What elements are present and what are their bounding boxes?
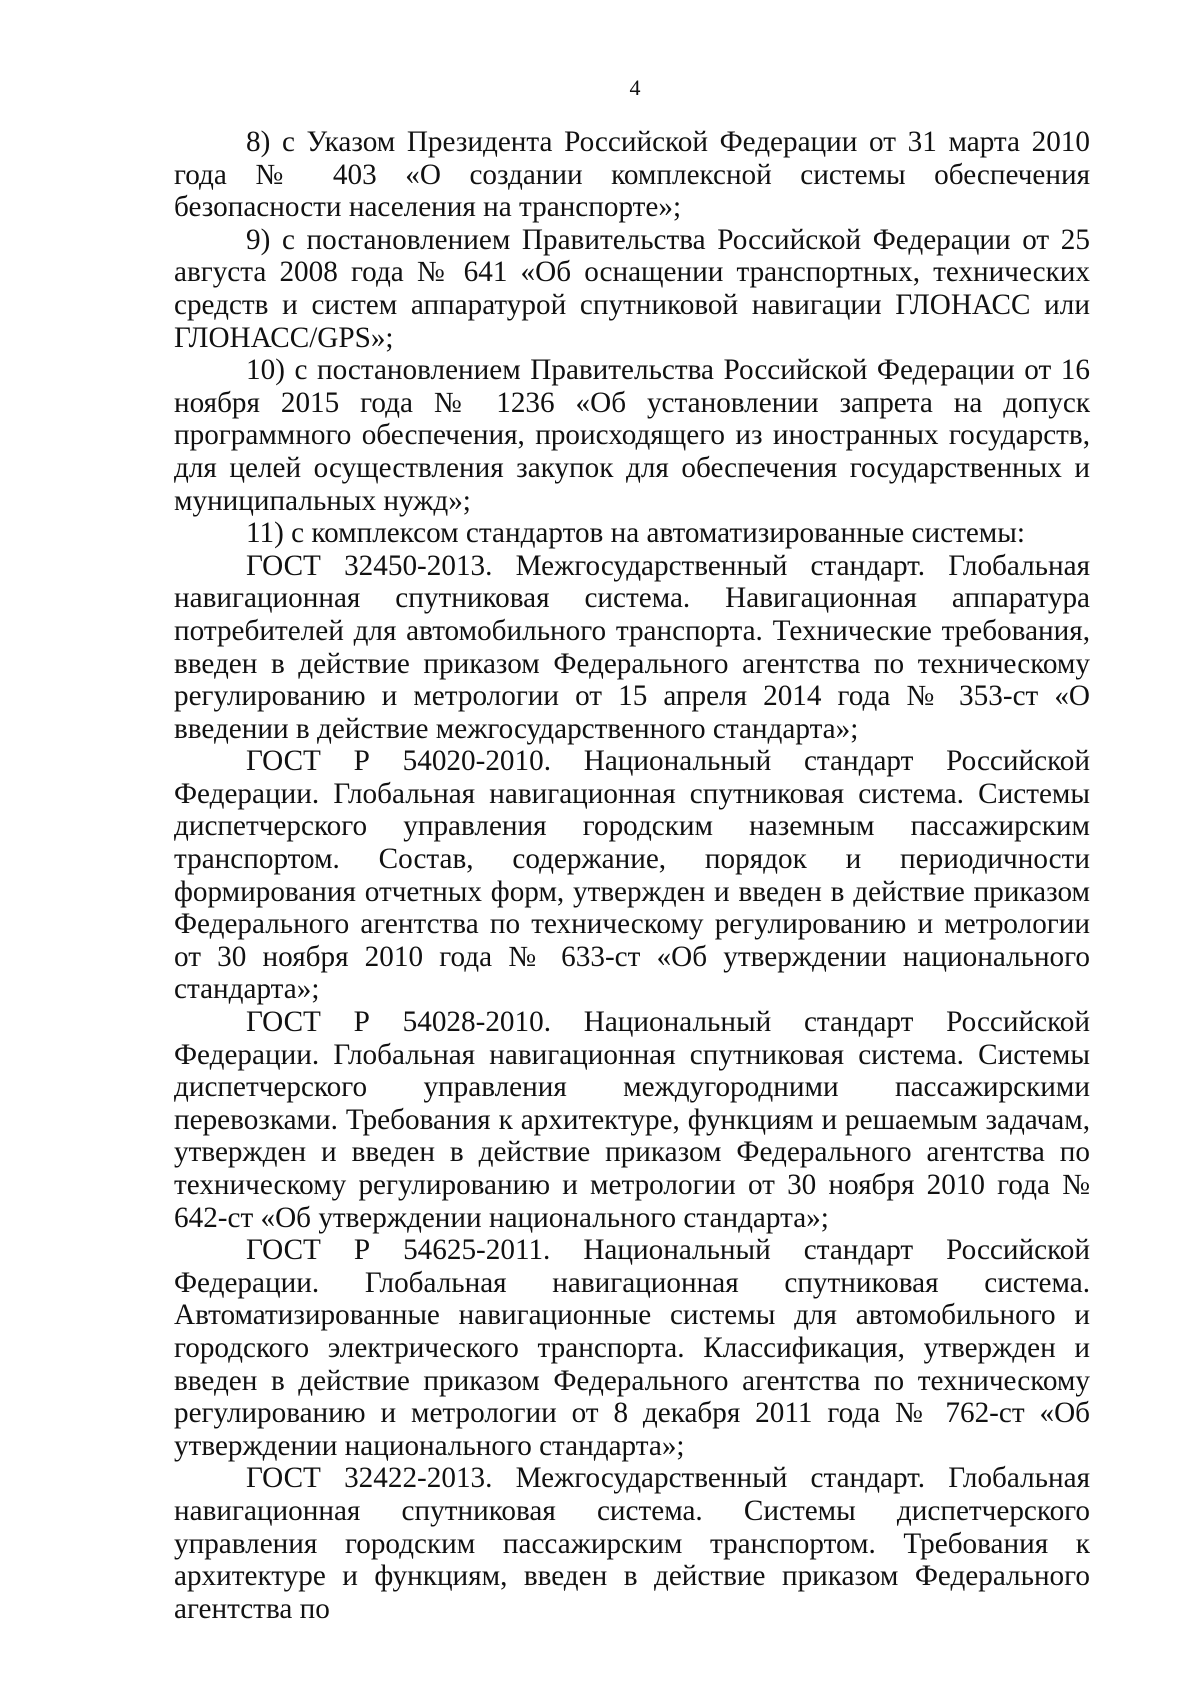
standard-gost-32450: ГОСТ 32450-2013. Межгосударственный стандарт. Глобальная навигационная спутниковая система. Навигационная аппаратура потребителей для автомобильного транспорта. Технические требования, введен в действие приказом Федерального агентства по техническому регулированию и метрологии от 15 апреля 2014 года № 353-ст «О введении в действие межгосударственного стандарта»; (174, 549, 1090, 745)
standard-gost-r-54625: ГОСТ Р 54625-2011. Национальный стандарт Российской Федерации. Глобальная навигационная спутниковая система. Автоматизированные навигационные системы для автомобильного и городского электрического транспорта. Классификация, утвержден и введен в действие приказом Федерального агентства по техническому регулированию и метрологии от 8 декабря 2011 года № 762-ст «Об утверждении национального стандарта»; (174, 1234, 1090, 1462)
page-number: 4 (629, 75, 641, 100)
paragraph-item-11: 11) с комплексом стандартов на автоматизированные системы: (246, 517, 1025, 550)
paragraph-item-10: 10) с постановлением Правительства Российской Федерации от 16 ноября 2015 года № 1236 «Об установлении запрета на допуск программного обеспечения, происходящего из иностранных государств, для целей осуществления закупок для обеспечения государственных и муниципальных нужд»; (174, 354, 1090, 517)
standard-gost-32422: ГОСТ 32422-2013. Межгосударственный стандарт. Глобальная навигационная спутниковая система. Системы диспетчерского управления городским пассажирским транспортом. Требования к архитектуре и функциям, введен в действие приказом Федерального агентства по (174, 1462, 1090, 1625)
standard-gost-r-54020: ГОСТ Р 54020-2010. Национальный стандарт Российской Федерации. Глобальная навигационная спутниковая система. Системы диспетчерского управления городским наземным пассажирским транспортом. Состав, содержание, порядок и периодичности формирования отчетных форм, утвержден и введен в действие приказом Федерального агентства по техническому регулированию и метрологии от 30 ноября 2010 года № 633-ст «Об утверждении национального стандарта»; (174, 745, 1090, 1006)
paragraph-item-9: 9) с постановлением Правительства Российской Федерации от 25 августа 2008 года № 641 «Об оснащении транспортных, технических средств и систем аппаратурой спутниковой навигации ГЛОНАСС или ГЛОНАСС/GPS»; (174, 223, 1090, 354)
paragraph-item-8: 8) с Указом Президента Российской Федерации от 31 марта 2010 года № 403 «О создании комплексной системы обеспечения безопасности населения на транспорте»; (174, 126, 1090, 224)
standard-gost-r-54028: ГОСТ Р 54028-2010. Национальный стандарт Российской Федерации. Глобальная навигационная спутниковая система. Системы диспетчерского управления междугородними пассажирскими перевозками. Требования к архитектуре, функциям и решаемым задачам, утвержден и введен в действие приказом Федерального агентства по техническому регулированию и метрологии от 30 ноября 2010 года № 642-ст «Об утверждении национального стандарта»; (174, 1006, 1090, 1234)
document-body (174, 126, 1090, 1625)
